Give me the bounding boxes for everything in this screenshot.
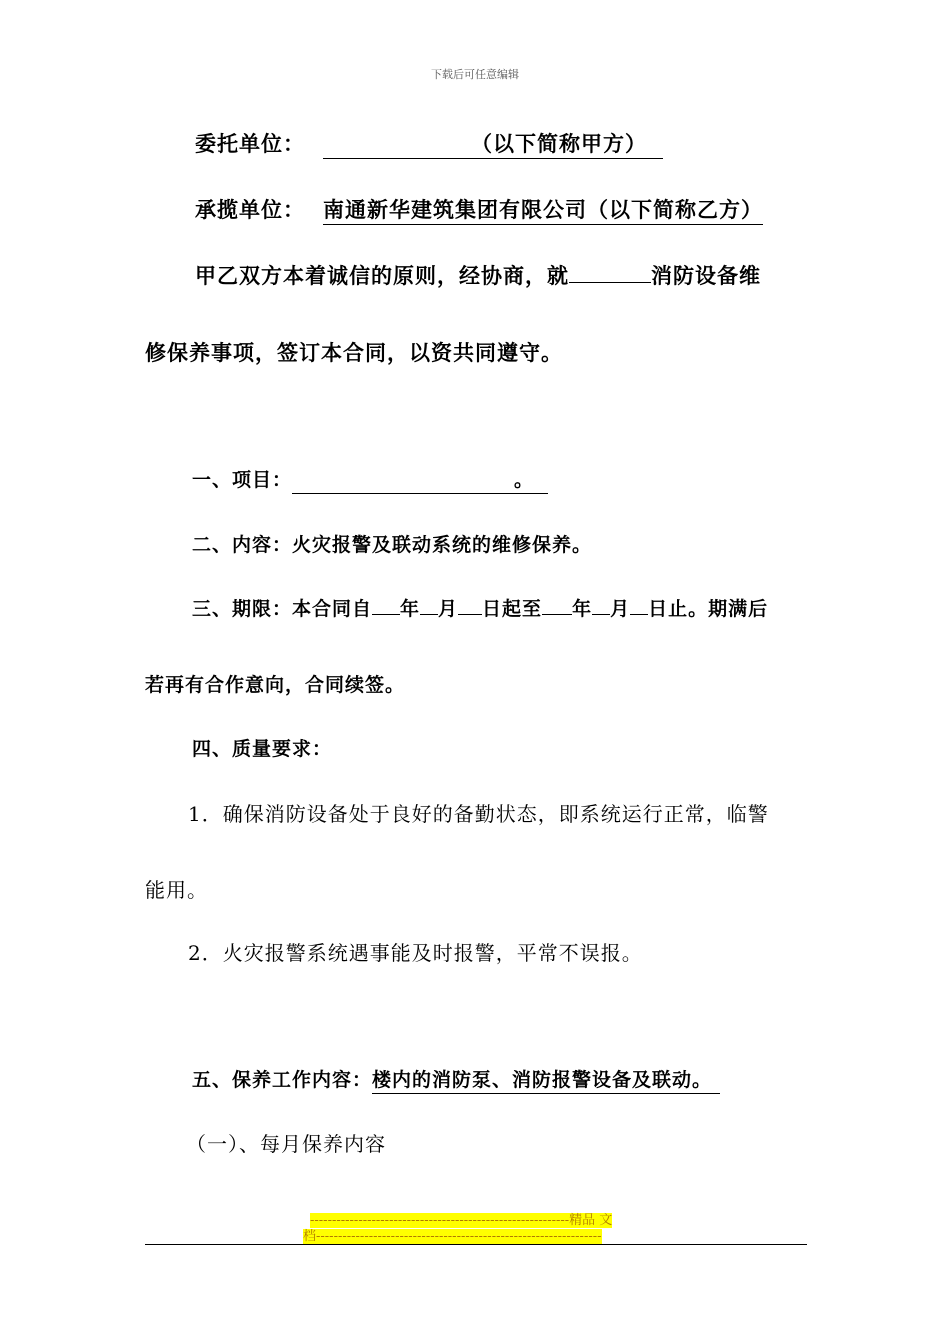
item3-line-2: 若再有合作意向，合同续签。 (145, 674, 406, 696)
contractor-value: 南通新华建筑集团有限公司（以下简称乙方） (323, 197, 763, 225)
item3-month-1: 月 (438, 598, 459, 620)
item3-text: 三、期限：本合同自 (192, 598, 373, 620)
footer-watermark-line-2: 档----------------------------------------------------------------- (303, 1229, 602, 1244)
item5-value-text: 楼内的消防泵、消防报警设备及联动。 (372, 1069, 713, 1091)
client-suffix: （以下简称甲方） (471, 131, 647, 156)
footer-rule (145, 1244, 807, 1245)
item1-field (292, 469, 548, 494)
intro-line-1 (195, 260, 761, 290)
contractor-label: 承揽单位： (195, 197, 305, 222)
item3-start: 日起至 (482, 598, 543, 620)
quality-1-line-2: 能用。 (145, 878, 208, 902)
page-header: 下载后可任意编辑 (431, 68, 519, 81)
intro-blank (569, 281, 651, 283)
client-label: 委托单位： (195, 131, 305, 156)
intro-text-a: 甲乙双方本着诚信的原则，经协商，就 (195, 263, 569, 288)
footer-watermark-line-1: -----------------------------------------------------------精品 文 (310, 1213, 613, 1228)
sub-heading-monthly: （一）、每月保养内容 (186, 1132, 386, 1156)
item3-year-1: 年 (400, 598, 421, 620)
item4-heading: 四、质量要求： (192, 738, 333, 760)
item3-year-2: 年 (572, 598, 593, 620)
item5-value (372, 1069, 720, 1094)
quality-2: 2．火灾报警系统遇事能及时报警，平常不误报。 (188, 941, 643, 965)
client-line (195, 128, 663, 158)
item1-end: 。 (514, 469, 535, 491)
contractor-line (195, 194, 763, 224)
item3-month-2: 月 (610, 598, 631, 620)
client-field (323, 131, 663, 159)
intro-text-b: 消防设备维 (651, 263, 761, 288)
item5-line (192, 1065, 720, 1092)
item2-line: 二、内容：火灾报警及联动系统的维修保养。 (192, 534, 593, 556)
quality-1-line-1: 1．确保消防设备处于良好的备勤状态，即系统运行正常，临警 (188, 802, 769, 826)
item5-label: 五、保养工作内容： (192, 1069, 373, 1091)
item3-end: 日止。期满后 (648, 598, 769, 620)
item1-line (192, 465, 548, 492)
item3-line (192, 594, 768, 621)
item1-label: 一、项目： (192, 469, 293, 491)
intro-line-2: 修保养事项，签订本合同，以资共同遵守。 (145, 340, 563, 365)
